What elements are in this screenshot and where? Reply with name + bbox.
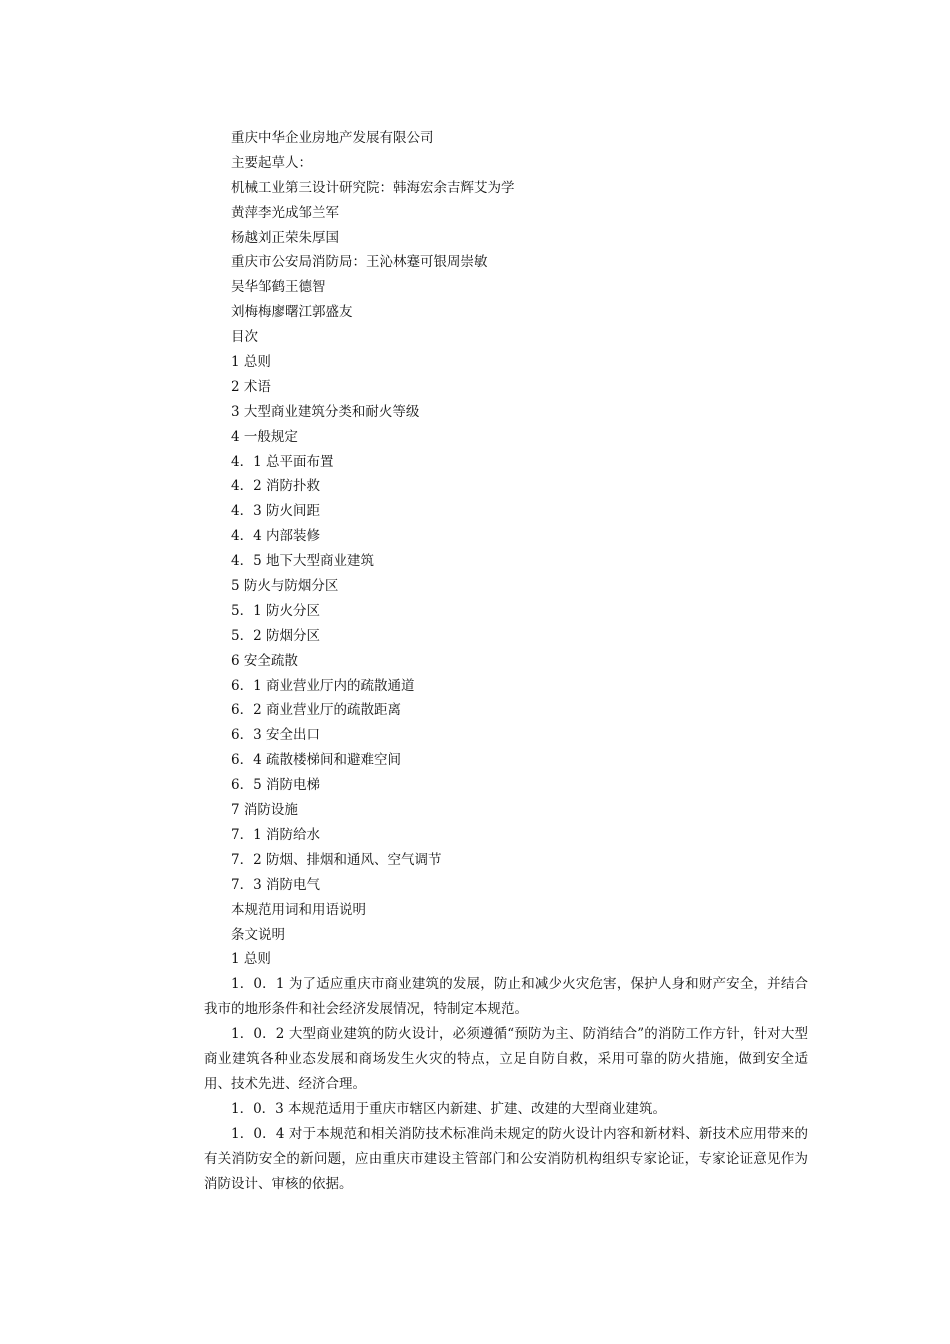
toc-item: 5．1 防火分区 bbox=[231, 602, 320, 619]
toc-item: 4．1 总平面布置 bbox=[231, 453, 334, 470]
clause-paragraph: 1．0．3 本规范适用于重庆市辖区内新建、扩建、改建的大型商业建筑。 bbox=[231, 1100, 667, 1117]
toc-heading: 目次 bbox=[231, 329, 258, 346]
text-line-drafters: 吴华邹鹤王德智 bbox=[231, 279, 326, 296]
toc-item: 5 防火与防烟分区 bbox=[231, 578, 339, 595]
toc-item: 6．1 商业营业厅内的疏散通道 bbox=[231, 677, 415, 694]
toc-item: 6．2 商业营业厅的疏散距离 bbox=[231, 702, 401, 719]
text-line-drafters: 刘梅梅廖曙江郭盛友 bbox=[231, 304, 353, 321]
toc-item: 6 安全疏散 bbox=[231, 652, 298, 669]
toc-item: 4．4 内部装修 bbox=[231, 528, 320, 545]
text-line-drafters: 杨越刘正荣朱厚国 bbox=[231, 229, 339, 246]
text-line-company: 重庆中华企业房地产发展有限公司 bbox=[231, 130, 434, 146]
toc-item: 条文说明 bbox=[231, 926, 285, 943]
toc-item: 7．2 防烟、排烟和通风、空气调节 bbox=[231, 851, 442, 868]
toc-item: 7．1 消防给水 bbox=[231, 826, 320, 843]
toc-item: 5．2 防烟分区 bbox=[231, 627, 320, 644]
clause-paragraph: 1．0．2 大型商业建筑的防火设计，必须遵循“预防为主、防消结合”的消防工作方针，针对大型商业建筑各种业态发展和商场发生火灾的特点，立足自防自救，采用可靠的防火措施，做到安全适用、技术先进、经济合理。 bbox=[204, 1026, 808, 1092]
clause-paragraph: 1．0．1 为了适应重庆市商业建筑的发展，防止和减少火灾危害，保护人身和财产安全，并结合我市的地形条件和社会经济发展情况，特制定本规范。 bbox=[204, 976, 808, 1018]
text-line-drafters: 重庆市公安局消防局：王沁林蹇可银周崇敏 bbox=[231, 254, 488, 271]
text-line-drafters: 机械工业第三设计研究院：韩海宏余吉辉艾为学 bbox=[231, 179, 515, 196]
toc-item: 4．5 地下大型商业建筑 bbox=[231, 553, 374, 570]
text-line-drafters: 黄萍李光成邹兰军 bbox=[231, 204, 339, 221]
toc-item: 1 总则 bbox=[231, 354, 271, 371]
section-heading: 1 总则 bbox=[231, 951, 271, 968]
toc-item: 本规范用词和用语说明 bbox=[231, 901, 366, 918]
document-body bbox=[204, 126, 808, 1196]
text-line-drafters-heading: 主要起草人： bbox=[231, 154, 312, 171]
clause-paragraph: 1．0．4 对于本规范和相关消防技术标准尚未规定的防火设计内容和新材料、新技术应用带来的有关消防安全的新问题，应由重庆市建设主管部门和公安消防机构组织专家论证，专家论证意见作为消防设计、审核的依据。 bbox=[204, 1125, 808, 1192]
toc-item: 7 消防设施 bbox=[231, 802, 298, 819]
toc-item: 6．4 疏散楼梯间和避难空间 bbox=[231, 752, 401, 769]
toc-item: 6．3 安全出口 bbox=[231, 727, 320, 744]
toc-item: 6．5 消防电梯 bbox=[231, 777, 320, 794]
toc-item: 4．3 防火间距 bbox=[231, 503, 320, 520]
toc-item: 7．3 消防电气 bbox=[231, 876, 320, 893]
toc-item: 3 大型商业建筑分类和耐火等级 bbox=[231, 403, 420, 420]
toc-item: 4 一般规定 bbox=[231, 428, 298, 445]
toc-item: 2 术语 bbox=[231, 378, 271, 395]
toc-item: 4．2 消防扑救 bbox=[231, 478, 320, 495]
